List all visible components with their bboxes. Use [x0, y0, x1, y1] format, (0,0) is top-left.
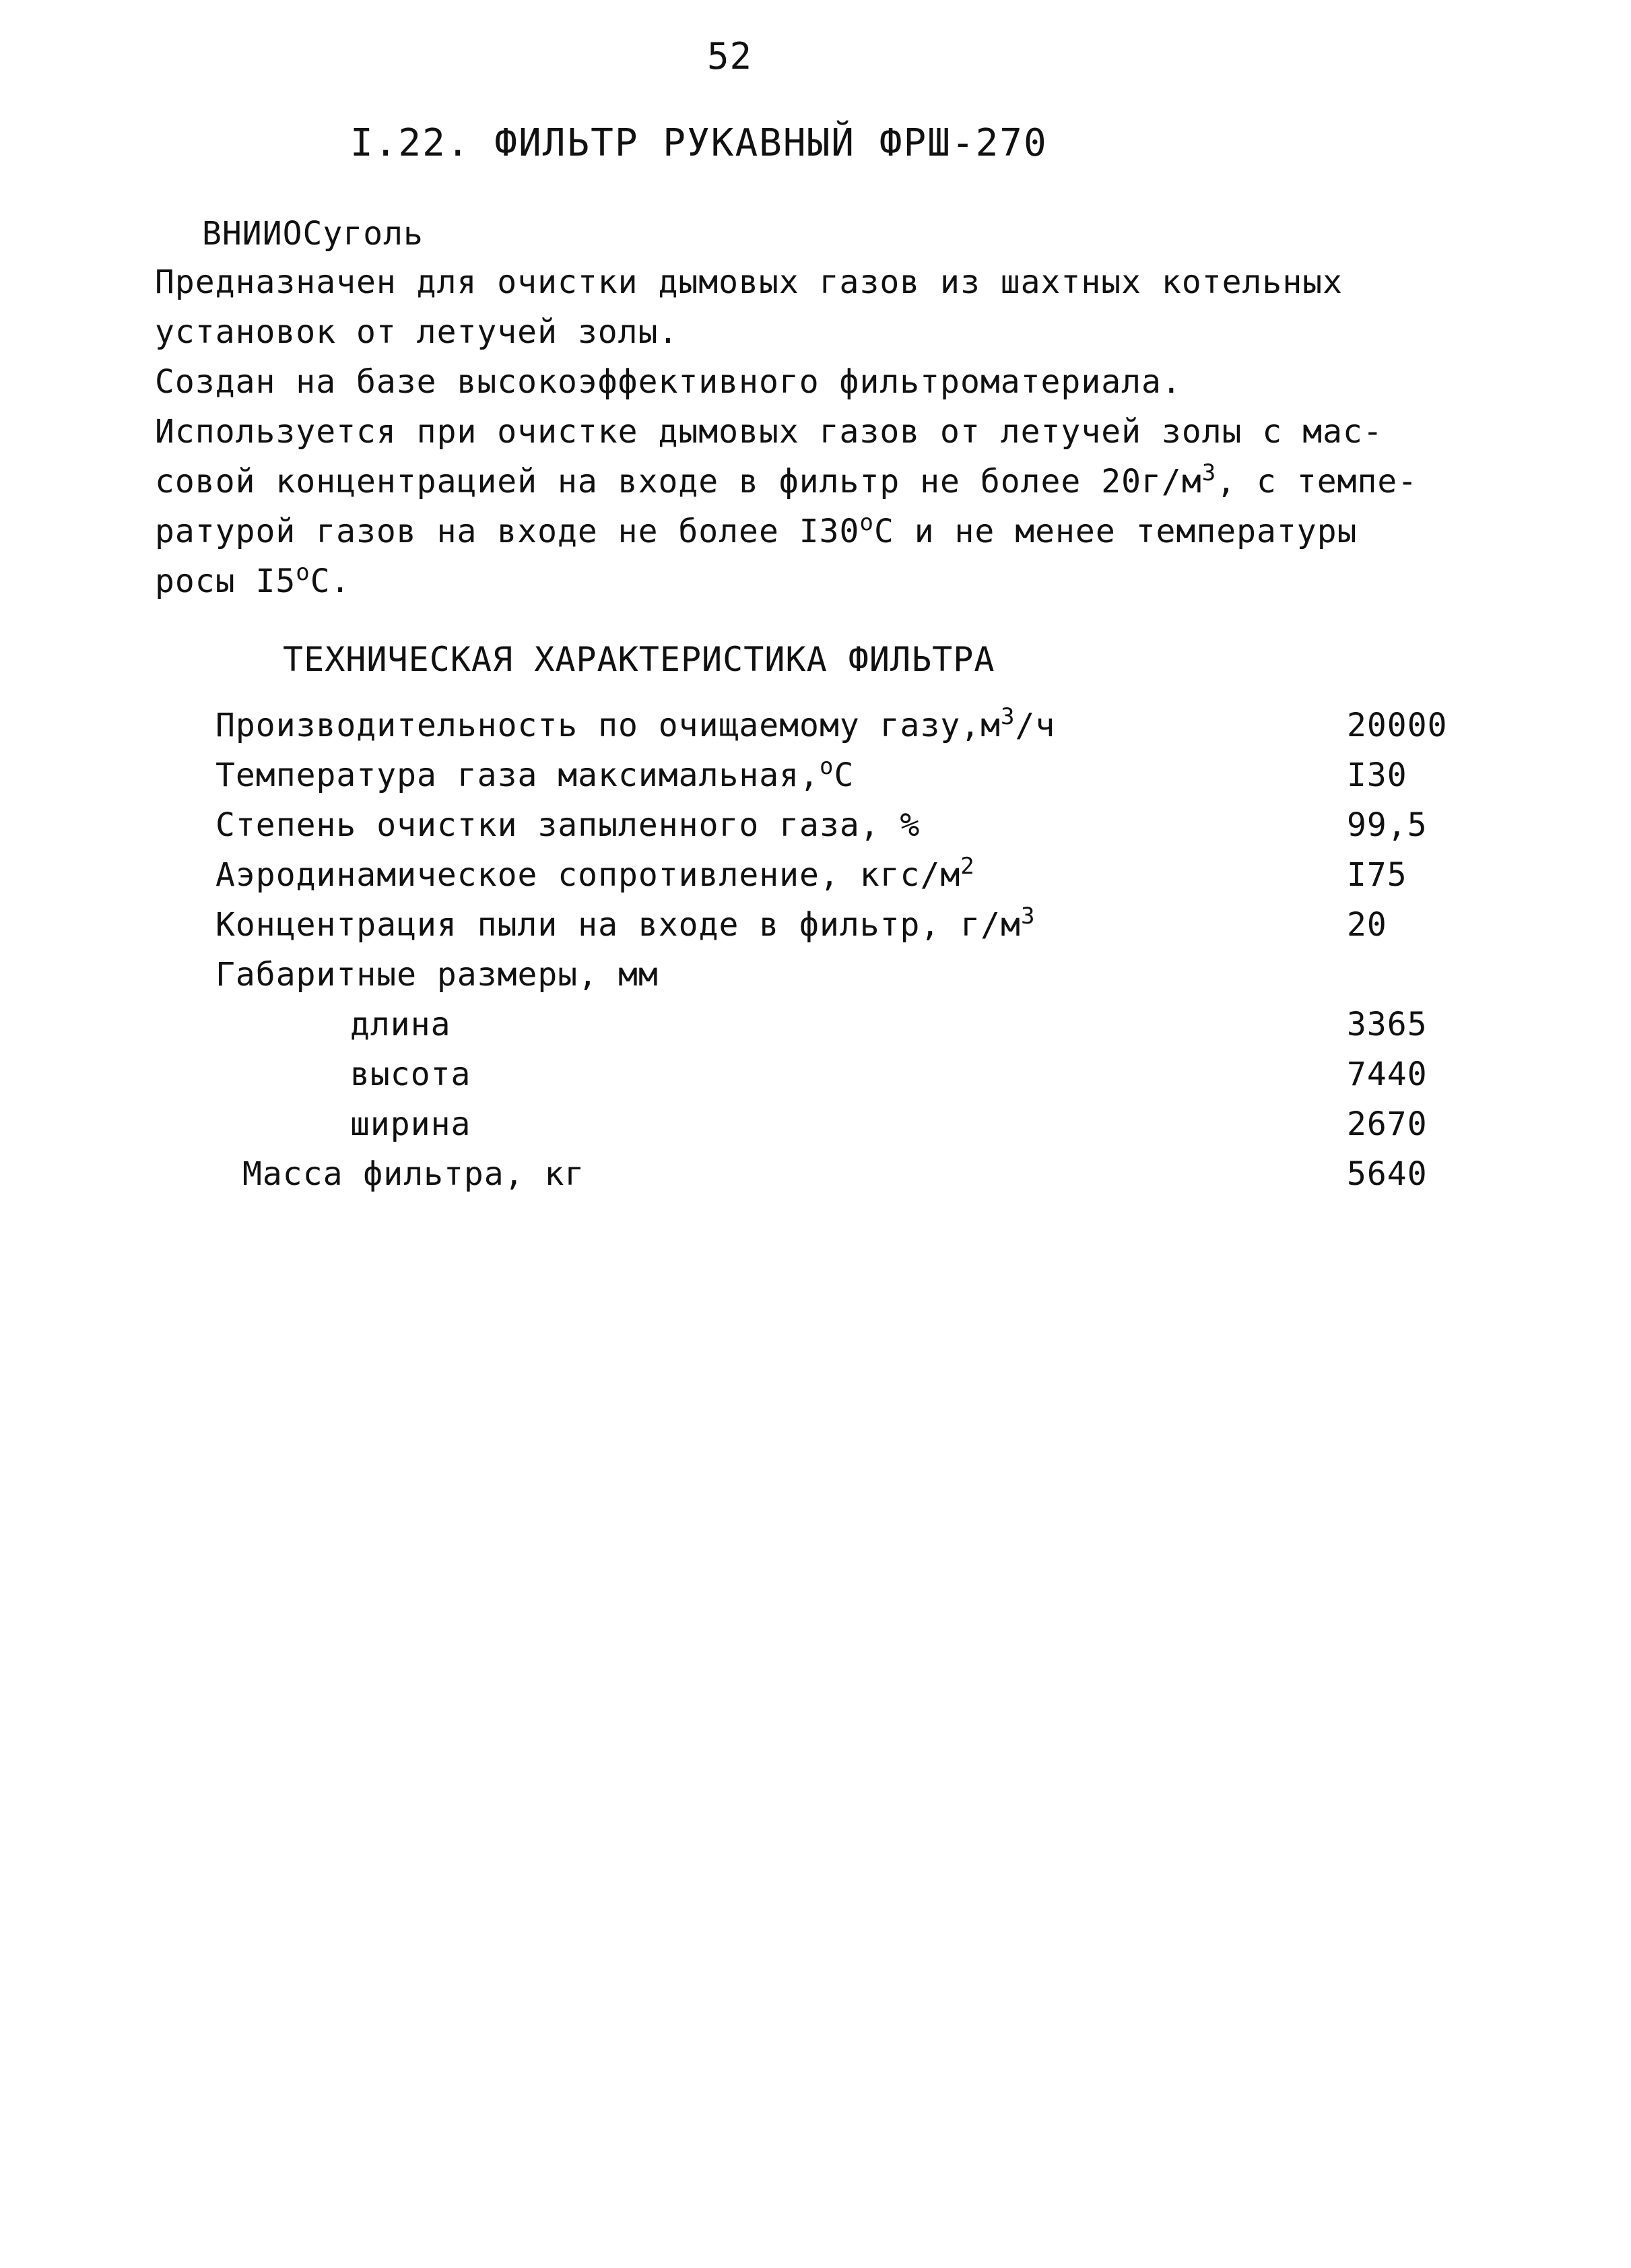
spec-row-mass: [215, 1149, 1468, 1199]
spec-label: [215, 900, 1035, 950]
spec-label: [215, 750, 854, 800]
spec-value: 20000: [1347, 707, 1448, 744]
spec-table: [215, 701, 1468, 1199]
usage-text-d: С.: [310, 562, 351, 600]
usage-sup-degree-2: о: [296, 559, 310, 586]
tech-specs-heading: ТЕХНИЧЕСКАЯ ХАРАКТЕРИСТИКА ФИЛЬТРА: [283, 640, 995, 679]
section-title: I.22. ФИЛЬТР РУКАВНЫЙ ФРШ-270: [350, 121, 1048, 165]
spec-value: I30: [1347, 756, 1407, 794]
spec-label: [215, 950, 659, 1000]
spec-label: [215, 850, 975, 900]
spec-label: [215, 701, 1055, 750]
spec-label-text: Масса фильтра, кг: [242, 1155, 585, 1193]
usage-sup-degree-1: о: [859, 509, 874, 536]
spec-row-efficiency: [215, 800, 1468, 850]
page-number: 52: [707, 35, 753, 77]
spec-label-text: ширина: [350, 1105, 471, 1143]
spec-label-text: Аэродинамическое сопротивление, кгс/м: [215, 856, 961, 894]
usage-text-a: Используется при очистке дымовых газов от летучей золы с мас- совой концентрацией на входе в фильтр не более 20г/м: [155, 413, 1383, 500]
spec-label-sup: 3: [1020, 903, 1036, 930]
spec-row-length: [215, 1000, 1468, 1049]
spec-value: 99,5: [1347, 806, 1428, 844]
spec-row-width: [215, 1099, 1468, 1149]
spec-row-capacity: [215, 701, 1468, 750]
spec-label-sup: 3: [1001, 703, 1016, 730]
spec-row-temperature: [215, 750, 1468, 800]
spec-label-text: Температура газа максимальная,: [215, 756, 820, 794]
spec-label: [350, 1000, 451, 1049]
spec-row-resistance: [215, 850, 1468, 900]
usage-text-c: С и не менее температуры росы I5: [155, 513, 1358, 600]
spec-row-dimensions: [215, 950, 1468, 1000]
spec-label-text: Габаритные размеры, мм: [215, 956, 659, 994]
spec-label: [350, 1099, 471, 1149]
spec-row-dust-concentration: [215, 900, 1468, 950]
spec-label-text: длина: [350, 1006, 451, 1043]
spec-label: [215, 800, 920, 850]
spec-label: [350, 1049, 471, 1099]
spec-value: 2670: [1347, 1105, 1428, 1143]
purpose-paragraph: Предназначен для очистки дымовых газов из шахтных котельных установок от летучей золы.: [155, 263, 1343, 351]
spec-value: 20: [1347, 906, 1387, 944]
usage-paragraph: [155, 407, 1418, 606]
spec-label-text: Степень очистки запыленного газа, %: [215, 806, 921, 844]
spec-value: 5640: [1347, 1155, 1428, 1193]
spec-label: [242, 1149, 585, 1199]
spec-label-text: высота: [350, 1056, 471, 1093]
usage-text-b: , с темпе- ратурой газов на входе не более I30: [155, 463, 1418, 550]
spec-label-sup: 2: [960, 853, 975, 880]
spec-value: I75: [1347, 856, 1407, 894]
spec-label-text: Производительность по очищаемому газу,м: [215, 707, 1001, 744]
spec-label-sup: о: [819, 753, 834, 780]
organization-name: ВНИИОСуголь: [202, 215, 424, 253]
basis-paragraph: Создан на базе высокоэффективного фильтроматериала.: [155, 363, 1182, 401]
spec-value: 7440: [1347, 1056, 1428, 1093]
spec-row-height: [215, 1049, 1468, 1099]
spec-label-text: Концентрация пыли на входе в фильтр, г/м: [215, 906, 1021, 944]
usage-sup-cubic: 3: [1201, 459, 1217, 486]
spec-value: 3365: [1347, 1006, 1428, 1043]
spec-label-suffix: С: [834, 756, 855, 794]
spec-label-suffix: /ч: [1015, 707, 1056, 744]
